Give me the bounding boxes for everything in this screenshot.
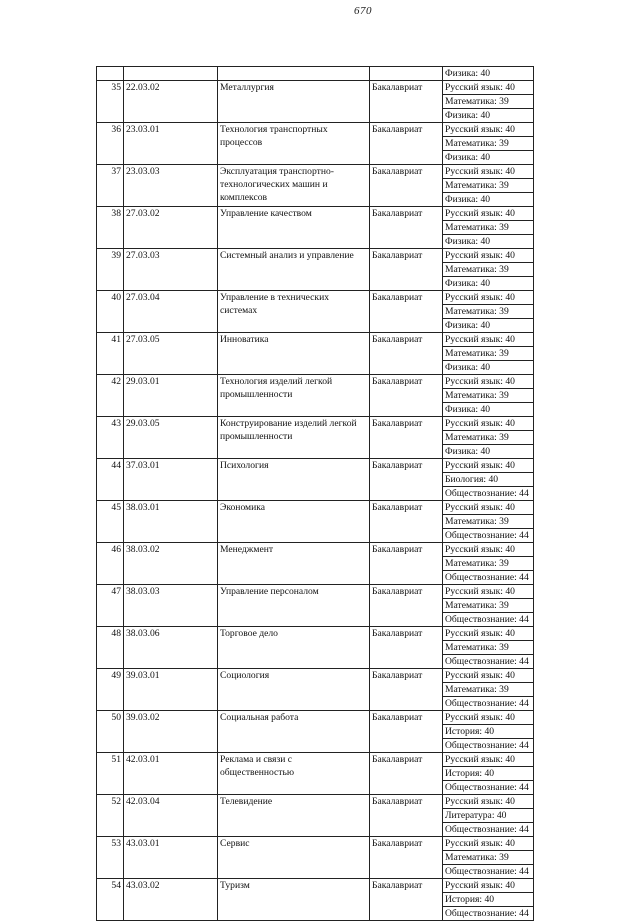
exam-cell: Русский язык: 40: [443, 627, 534, 641]
row-number-cell: [97, 67, 124, 81]
row-number-cell: 35: [97, 81, 124, 123]
table-row: [97, 291, 534, 305]
exam-cell: Математика: 39: [443, 179, 534, 193]
exam-cell: Биология: 40: [443, 473, 534, 487]
row-code-cell: 22.03.02: [124, 81, 218, 123]
exam-cell: Обществознание: 44: [443, 571, 534, 585]
exam-cell: Физика: 40: [443, 319, 534, 333]
exam-cell: Обществознание: 44: [443, 487, 534, 501]
row-level-cell: Бакалавриат: [370, 249, 443, 291]
exam-cell: Русский язык: 40: [443, 333, 534, 347]
exam-cell: Русский язык: 40: [443, 417, 534, 431]
row-level-cell: Бакалавриат: [370, 837, 443, 879]
row-number-cell: 53: [97, 837, 124, 879]
row-code-cell: 43.03.02: [124, 879, 218, 921]
row-name-cell: Инноватика: [218, 333, 370, 375]
row-level-cell: Бакалавриат: [370, 501, 443, 543]
table-row: [97, 333, 534, 347]
row-name-cell: Экономика: [218, 501, 370, 543]
row-code-cell: 38.03.06: [124, 627, 218, 669]
row-number-cell: 41: [97, 333, 124, 375]
table-row: [97, 585, 534, 599]
row-number-cell: 54: [97, 879, 124, 921]
row-name-cell: Социология: [218, 669, 370, 711]
exam-cell: Физика: 40: [443, 361, 534, 375]
exam-cell: Физика: 40: [443, 235, 534, 249]
exam-cell: Математика: 39: [443, 137, 534, 151]
table-row: [97, 123, 534, 137]
continuation-row: [97, 67, 534, 81]
row-code-cell: 43.03.01: [124, 837, 218, 879]
exam-cell: Обществознание: 44: [443, 529, 534, 543]
table-row: [97, 417, 534, 431]
exam-cell: Литература: 40: [443, 809, 534, 823]
row-name-cell: Технология транспортных процессов: [218, 123, 370, 165]
exam-cell: Обществознание: 44: [443, 655, 534, 669]
table-row: [97, 501, 534, 515]
row-level-cell: Бакалавриат: [370, 753, 443, 795]
row-level-cell: Бакалавриат: [370, 543, 443, 585]
row-number-cell: 42: [97, 375, 124, 417]
row-level-cell: Бакалавриат: [370, 165, 443, 207]
row-name-cell: Торговое дело: [218, 627, 370, 669]
exam-cell: Обществознание: 44: [443, 907, 534, 921]
row-level-cell: Бакалавриат: [370, 879, 443, 921]
row-number-cell: 45: [97, 501, 124, 543]
row-name-cell: Управление персоналом: [218, 585, 370, 627]
exam-cell: Математика: 39: [443, 851, 534, 865]
row-name-cell: Конструирование изделий легкой промышленности: [218, 417, 370, 459]
exam-cell: История: 40: [443, 767, 534, 781]
page-number: 670: [354, 5, 372, 17]
row-number-cell: 47: [97, 585, 124, 627]
row-name-cell: Менеджмент: [218, 543, 370, 585]
row-code-cell: 27.03.03: [124, 249, 218, 291]
row-name-cell: Телевидение: [218, 795, 370, 837]
exam-cell: История: 40: [443, 725, 534, 739]
exam-cell: Математика: 39: [443, 221, 534, 235]
row-code-cell: 42.03.01: [124, 753, 218, 795]
row-level-cell: Бакалавриат: [370, 291, 443, 333]
specialties-table: [96, 66, 534, 921]
exam-cell: Физика: 40: [443, 109, 534, 123]
row-number-cell: 37: [97, 165, 124, 207]
row-code-cell: 39.03.01: [124, 669, 218, 711]
row-level-cell: Бакалавриат: [370, 333, 443, 375]
table-row: [97, 711, 534, 725]
exam-cell: Русский язык: 40: [443, 291, 534, 305]
table-row: [97, 669, 534, 683]
exam-cell: Физика: 40: [443, 445, 534, 459]
row-code-cell: 38.03.01: [124, 501, 218, 543]
row-number-cell: 40: [97, 291, 124, 333]
table-body: [97, 67, 534, 921]
exam-cell: Русский язык: 40: [443, 249, 534, 263]
row-code-cell: 27.03.02: [124, 207, 218, 249]
exam-cell: Русский язык: 40: [443, 165, 534, 179]
row-number-cell: 44: [97, 459, 124, 501]
row-code-cell: 37.03.01: [124, 459, 218, 501]
row-number-cell: 52: [97, 795, 124, 837]
exam-cell: Обществознание: 44: [443, 697, 534, 711]
row-name-cell: [218, 67, 370, 81]
row-name-cell: Сервис: [218, 837, 370, 879]
exam-cell: Обществознание: 44: [443, 781, 534, 795]
table-row: [97, 207, 534, 221]
table-row: [97, 459, 534, 473]
table-row: [97, 795, 534, 809]
exam-cell: Физика: 40: [443, 193, 534, 207]
row-code-cell: 38.03.02: [124, 543, 218, 585]
row-code-cell: 27.03.04: [124, 291, 218, 333]
exam-cell: Обществознание: 44: [443, 823, 534, 837]
row-code-cell: 23.03.01: [124, 123, 218, 165]
row-code-cell: 29.03.05: [124, 417, 218, 459]
row-level-cell: [370, 67, 443, 81]
row-number-cell: 38: [97, 207, 124, 249]
row-number-cell: 50: [97, 711, 124, 753]
row-name-cell: Металлургия: [218, 81, 370, 123]
row-level-cell: Бакалавриат: [370, 207, 443, 249]
row-level-cell: Бакалавриат: [370, 123, 443, 165]
table-row: [97, 249, 534, 263]
exam-cell: Математика: 39: [443, 263, 534, 277]
exam-cell: Русский язык: 40: [443, 669, 534, 683]
row-number-cell: 46: [97, 543, 124, 585]
exam-cell: Русский язык: 40: [443, 81, 534, 95]
row-name-cell: Туризм: [218, 879, 370, 921]
row-level-cell: Бакалавриат: [370, 669, 443, 711]
row-number-cell: 51: [97, 753, 124, 795]
row-level-cell: Бакалавриат: [370, 417, 443, 459]
row-code-cell: 42.03.04: [124, 795, 218, 837]
exam-cell: Русский язык: 40: [443, 123, 534, 137]
row-name-cell: Психология: [218, 459, 370, 501]
table-row: [97, 165, 534, 179]
exam-cell: Русский язык: 40: [443, 585, 534, 599]
row-number-cell: 39: [97, 249, 124, 291]
row-code-cell: 39.03.02: [124, 711, 218, 753]
row-level-cell: Бакалавриат: [370, 711, 443, 753]
row-number-cell: 36: [97, 123, 124, 165]
row-code-cell: 23.03.03: [124, 165, 218, 207]
exam-cell: Русский язык: 40: [443, 837, 534, 851]
row-code-cell: 29.03.01: [124, 375, 218, 417]
exam-cell: Обществознание: 44: [443, 739, 534, 753]
exam-cell: Математика: 39: [443, 95, 534, 109]
exam-cell: Математика: 39: [443, 683, 534, 697]
exam-cell: Русский язык: 40: [443, 207, 534, 221]
row-level-cell: Бакалавриат: [370, 627, 443, 669]
exam-cell: Русский язык: 40: [443, 879, 534, 893]
row-name-cell: Технология изделий легкой промышленности: [218, 375, 370, 417]
table-row: [97, 627, 534, 641]
row-level-cell: Бакалавриат: [370, 81, 443, 123]
row-code-cell: 27.03.05: [124, 333, 218, 375]
row-code-cell: 38.03.03: [124, 585, 218, 627]
exam-cell: Русский язык: 40: [443, 501, 534, 515]
row-name-cell: Управление в технических системах: [218, 291, 370, 333]
exam-cell: История: 40: [443, 893, 534, 907]
row-level-cell: Бакалавриат: [370, 459, 443, 501]
exam-cell: Обществознание: 44: [443, 865, 534, 879]
table-row: [97, 879, 534, 893]
row-level-cell: Бакалавриат: [370, 585, 443, 627]
row-number-cell: 48: [97, 627, 124, 669]
exam-cell: Русский язык: 40: [443, 795, 534, 809]
table-row: [97, 837, 534, 851]
exam-cell: Математика: 39: [443, 515, 534, 529]
table-row: [97, 753, 534, 767]
exam-cell: Математика: 39: [443, 641, 534, 655]
exam-cell: Математика: 39: [443, 431, 534, 445]
row-name-cell: Системный анализ и управление: [218, 249, 370, 291]
row-code-cell: [124, 67, 218, 81]
exam-cell: Математика: 39: [443, 599, 534, 613]
exam-cell: Физика: 40: [443, 277, 534, 291]
table-row: [97, 375, 534, 389]
exam-cell: Физика: 40: [443, 67, 534, 81]
row-name-cell: Эксплуатация транспортно-технологических машин и комплексов: [218, 165, 370, 207]
exam-cell: Русский язык: 40: [443, 459, 534, 473]
row-number-cell: 43: [97, 417, 124, 459]
table-row: [97, 81, 534, 95]
exam-cell: Физика: 40: [443, 403, 534, 417]
row-name-cell: Реклама и связи с общественностью: [218, 753, 370, 795]
exam-cell: Математика: 39: [443, 557, 534, 571]
table-row: [97, 543, 534, 557]
row-name-cell: Управление качеством: [218, 207, 370, 249]
exam-cell: Русский язык: 40: [443, 711, 534, 725]
exam-cell: Русский язык: 40: [443, 543, 534, 557]
row-level-cell: Бакалавриат: [370, 795, 443, 837]
exam-cell: Математика: 39: [443, 347, 534, 361]
exam-cell: Математика: 39: [443, 389, 534, 403]
row-name-cell: Социальная работа: [218, 711, 370, 753]
exam-cell: Русский язык: 40: [443, 375, 534, 389]
exam-cell: Обществознание: 44: [443, 613, 534, 627]
exam-cell: Русский язык: 40: [443, 753, 534, 767]
exam-cell: Математика: 39: [443, 305, 534, 319]
exam-cell: Физика: 40: [443, 151, 534, 165]
row-number-cell: 49: [97, 669, 124, 711]
row-level-cell: Бакалавриат: [370, 375, 443, 417]
